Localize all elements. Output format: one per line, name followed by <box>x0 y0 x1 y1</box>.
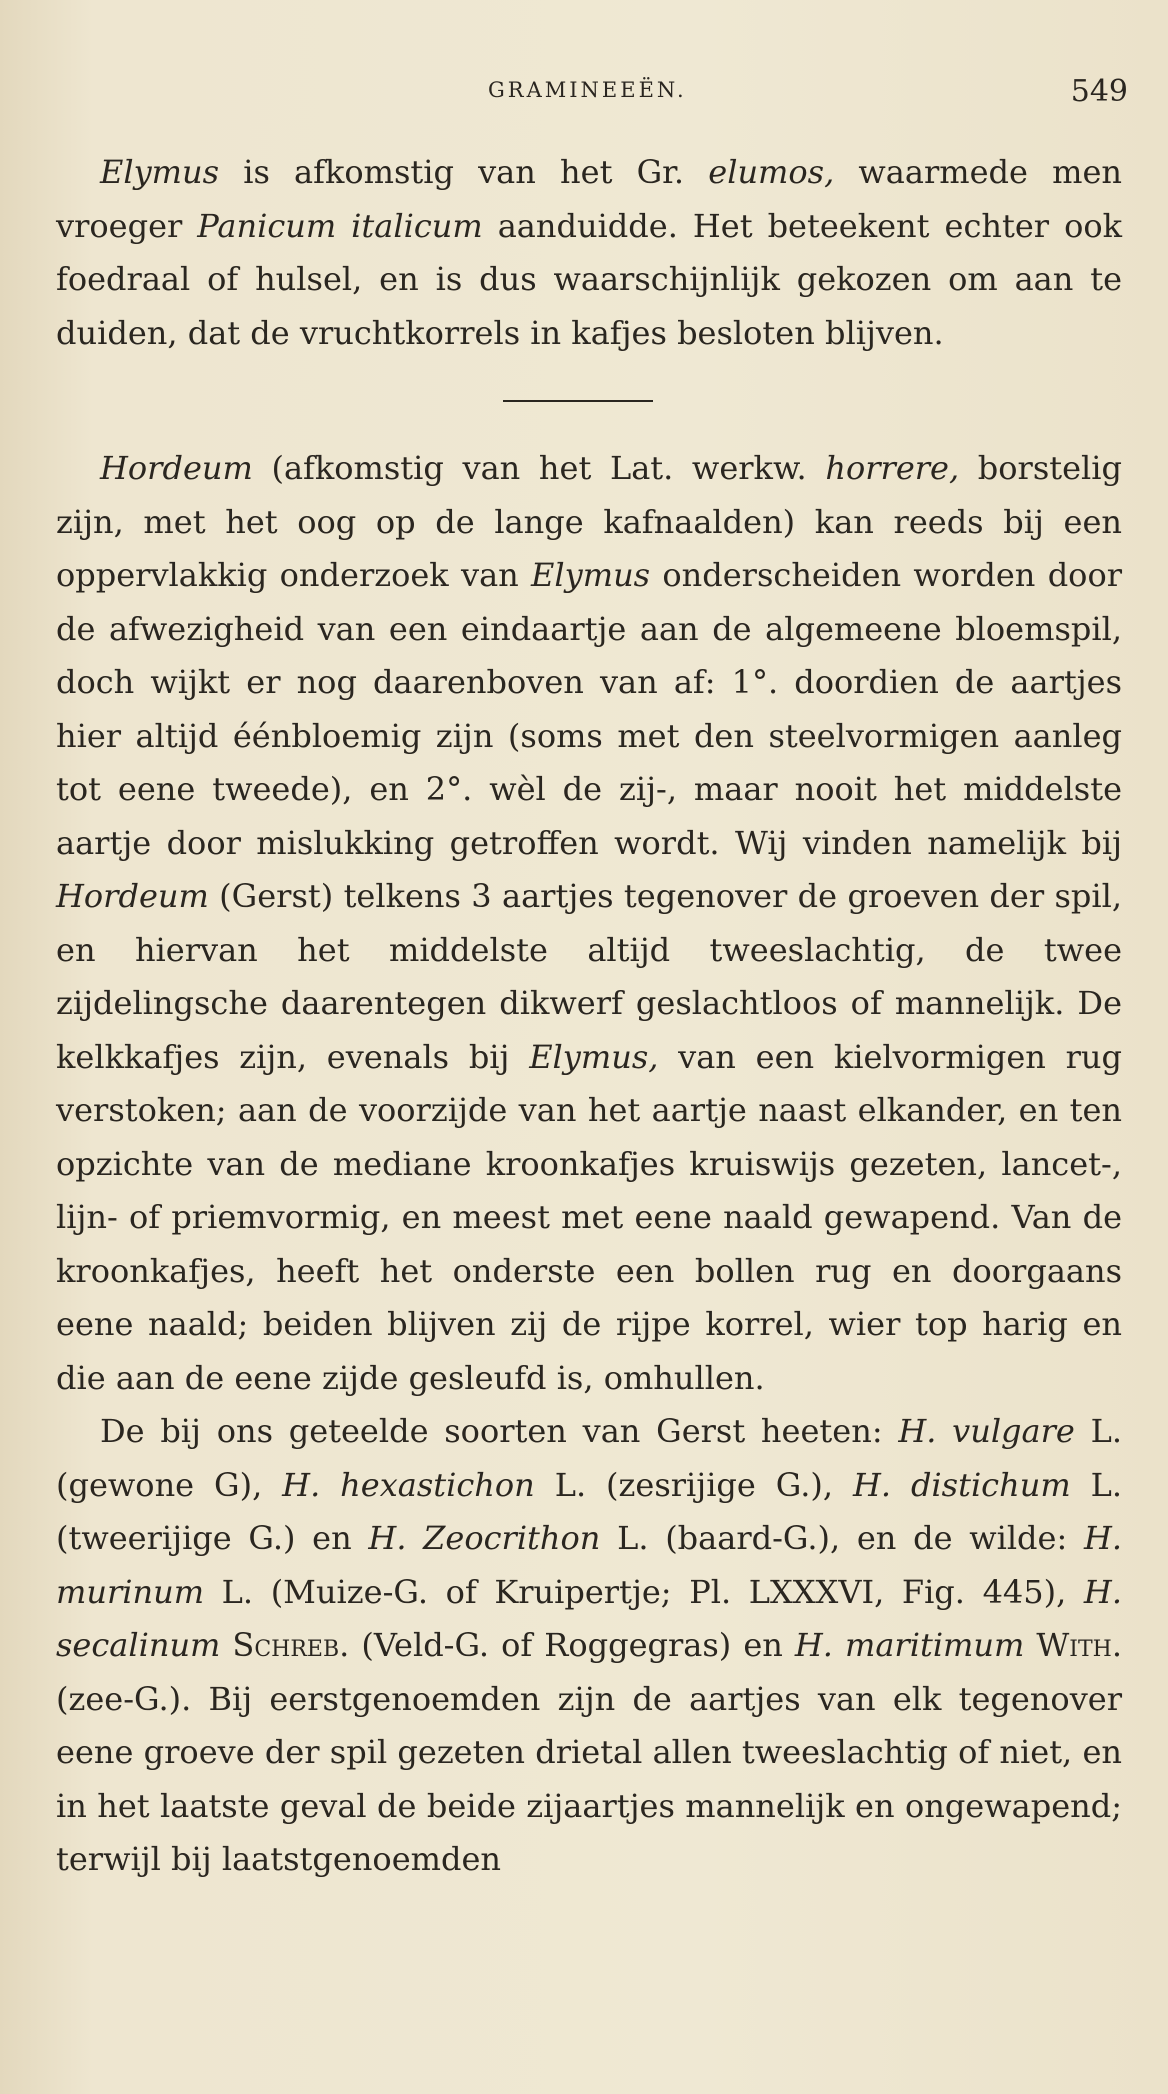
paragraph-hordeum: Hordeum (afkomstig van het Lat. werkw. horrere, borstelig zijn, met het oog op de lange kafnaalden) kan reeds bij een oppervlakkig onderzoek van Elymus onderscheiden worden door de afwezigheid van een eindaartje aan de algemeene bloemspil, doch wijkt er nog daarenboven van af: 1°. doordien de aartjes hier altijd éénbloemig zijn (soms met den steelvormigen aanleg tot eene tweede), en 2°. wèl de zij-, maar nooit het middelste aartje door mislukking getroffen wordt. Wij vinden namelijk bij Hordeum (Gerst) telkens 3 aartjes tegenover de groeven der spil, en hiervan het middelste altijd tweeslachtig, de twee zijdelingsche daarentegen dikwerf geslachtloos of mannelijk. De kelkkafjes zijn, evenals bij Elymus, van een kielvormigen rug verstoken; aan de voorzijde van het aartje naast elkander, en ten opzichte van de mediane kroonkafjes kruiswijs gezeten, lancet-, lijn- of priemvormig, en meest met eene naald gewapend. Van de kroonkafjes, heeft het onderste een bollen rug en doorgaans eene naald; beiden blijven zij de rijpe korrel, wier top harig en die aan de eene zijde gesleufd is, omhullen. <box>56 449 1123 1397</box>
body-text <box>56 146 1122 1887</box>
taxon-name: H. vulgare <box>898 1412 1075 1450</box>
taxon-name: Elymus <box>531 556 651 594</box>
taxon-name: Elymus, <box>529 1037 659 1076</box>
taxon-name: Elymus <box>100 153 220 191</box>
taxon-name: Panicum italicum <box>197 206 483 245</box>
latin-term: horrere, <box>825 449 960 487</box>
paragraph-elymus: Elymus is afkomstig van het Gr. elumos, waarmede men vroeger Panicum italicum aanduidde. Het beteekent echter ook foedraal of hulsel, en is dus waarschijnlijk gekozen om aan te duiden, dat de vruchtkorrels in kafjes besloten blijven. <box>56 153 1123 352</box>
paragraph-species: De bij ons geteelde soorten van Gerst heeten: H. vulgare L. (gewone G), H. hexastichon L. (zesrijige G.), H. distichum L. (tweerijige G.) en H. Zeocrithon L. (baard-G.), en de wilde: H. murinum L. (Muize-G. of Kruipertje; Pl. LXXXVI, Fig. 445), H. secalinum Schreb. (Veld-G. of Roggegras) en H. maritimum With. (zee-G.). Bij eerstgenoemden zijn de aartjes van elk tegenover eene groeve der spil gezeten drietal allen tweeslachtig of niet, en in het laatste geval de beide zijaartjes mannelijk en ongewapend; terwijl bij laatstgenoemden <box>56 1412 1123 1878</box>
taxon-name: H. Zeocrithon <box>368 1519 601 1557</box>
taxon-name: H. maritimum <box>794 1626 1025 1664</box>
page-header <box>0 74 1168 114</box>
author-abbrev: Schreb. <box>232 1626 350 1664</box>
running-title: GRAMINEEËN. <box>488 78 687 102</box>
taxon-name: H. hexastichon <box>282 1465 535 1504</box>
taxon-name: Hordeum <box>100 449 253 487</box>
greek-term: elumos, <box>708 153 835 191</box>
author-abbrev: With. <box>1036 1626 1122 1664</box>
taxon-name: Hordeum <box>56 877 209 915</box>
page-number: 549 <box>1070 74 1128 109</box>
taxon-name: H. secalinum <box>56 1572 1122 1664</box>
taxon-name: H. distichum <box>852 1465 1071 1504</box>
taxon-name: H. murinum <box>56 1519 1123 1611</box>
section-divider <box>503 400 653 402</box>
